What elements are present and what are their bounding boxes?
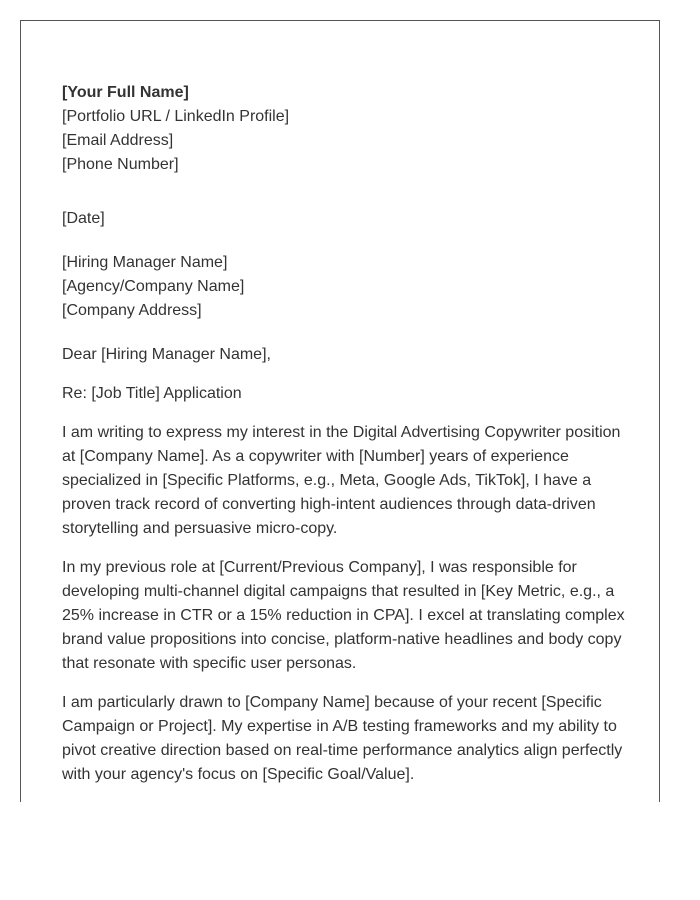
salutation-block xyxy=(62,343,632,367)
sender-email: [Email Address] xyxy=(62,132,174,149)
sender-block xyxy=(62,81,632,177)
letter-date: [Date] xyxy=(62,210,105,227)
recipient-block xyxy=(62,251,632,323)
date-block xyxy=(62,207,632,231)
re-line-block xyxy=(62,382,632,406)
re-line: Re: [Job Title] Application xyxy=(62,385,242,402)
recipient-company: [Agency/Company Name] xyxy=(62,278,245,295)
letter-page xyxy=(20,20,660,802)
sender-phone: [Phone Number] xyxy=(62,156,179,173)
body-paragraph-3: I am particularly drawn to [Company Name] because of your recent [Specific Campaign or Project]. My expertise in A/B testing frameworks and my ability to pivot creative direction based on real-time performance analytics align perfectly with your agency's focus on [Specific Goal/Value]. xyxy=(62,694,623,783)
sender-name: [Your Full Name] xyxy=(62,84,189,101)
body-paragraph-2: In my previous role at [Current/Previous Company], I was responsible for developing multi-channel digital campaigns that resulted in [Key Metric, e.g., a 25% increase in CTR or a 15% reduction in CPA]. I excel at translating complex brand value propositions into concise, platform-native headlines and body copy that resonate with specific user personas. xyxy=(62,559,625,672)
letter-content xyxy=(62,81,632,787)
body-paragraph-1: I am writing to express my interest in the Digital Advertising Copywriter position at [Company Name]. As a copywriter with [Number] years of experience specialized in [Specific Platforms, e.g., Meta, Google Ads, TikTok], I have a proven track record of converting high-intent audiences through data-driven storytelling and persuasive micro-copy. xyxy=(62,424,621,537)
sender-portfolio: [Portfolio URL / LinkedIn Profile] xyxy=(62,108,290,125)
salutation: Dear [Hiring Manager Name], xyxy=(62,346,271,363)
recipient-address: [Company Address] xyxy=(62,302,202,319)
recipient-manager: [Hiring Manager Name] xyxy=(62,254,228,271)
